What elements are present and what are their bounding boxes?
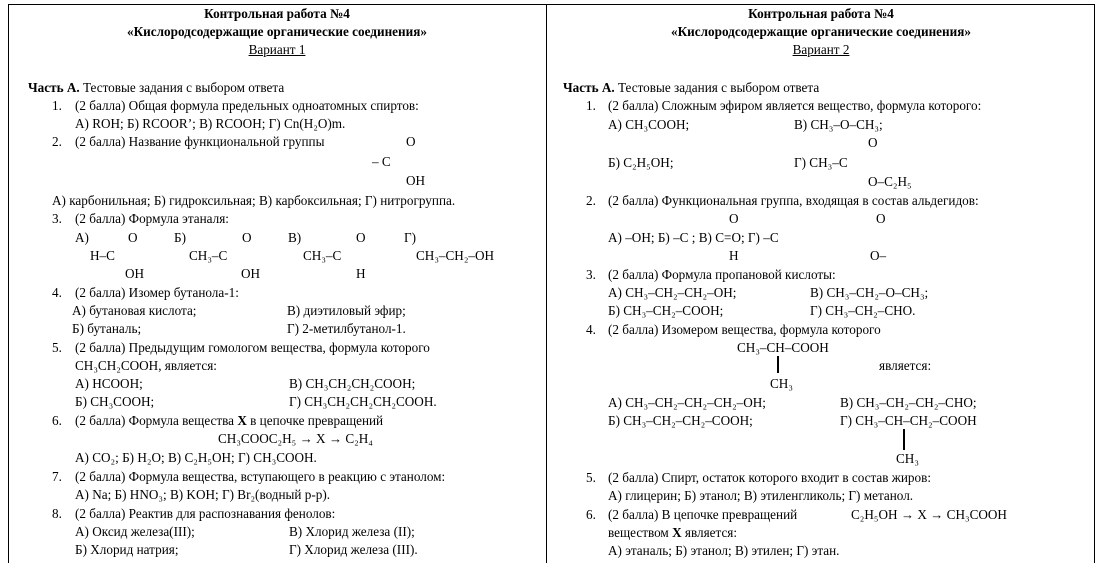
v2-q1-text: (2 балла) Сложным эфиром является вещество, формула которого: bbox=[608, 98, 982, 113]
v1-q3-a-bottom: OH bbox=[125, 266, 145, 281]
v1-q7-text: (2 балла) Формула вещества, вступающего в реакцию с этанолом: bbox=[75, 469, 446, 484]
v2-q3-option-a: А) CH₃–CH₂–CH₂–OH; bbox=[608, 285, 737, 300]
v1-q6-x: Х bbox=[237, 413, 247, 428]
v2-title: Контрольная работа №4 bbox=[748, 6, 894, 21]
v1-q5-option-a: А) HCOOH; bbox=[75, 376, 143, 391]
v1-q3-b-o: O bbox=[242, 230, 252, 245]
v1-q8-option-b: Б) Хлорид натрия; bbox=[75, 542, 179, 557]
v2-q2-text: (2 балла) Функциональная группа, входящая в состав альдегидов: bbox=[608, 193, 979, 208]
v1-q3-b-label: Б) bbox=[174, 230, 186, 245]
v2-q5-number: 5. bbox=[586, 470, 596, 485]
v1-q7-number: 7. bbox=[52, 469, 62, 484]
v2-part-label: Часть А. bbox=[563, 80, 615, 95]
v2-q4-g-branch-bond bbox=[903, 429, 905, 450]
v1-q6-chain: CH₃COOC₂H₅ → X → C₂H₄ bbox=[218, 431, 373, 446]
v1-q3-a-formula: H–C bbox=[90, 248, 115, 263]
v1-q1-number: 1. bbox=[52, 98, 62, 113]
v1-q4-option-b: Б) бутаналь; bbox=[72, 321, 142, 336]
v2-part-text: Тестовые задания с выбором ответа bbox=[618, 80, 820, 95]
v2-q4-option-a: А) CH₃–CH₂–CH₂–CH₂–OH; bbox=[608, 395, 766, 410]
v2-q3-text: (2 балла) Формула пропановой кислоты: bbox=[608, 267, 836, 282]
column-divider bbox=[546, 4, 547, 563]
v1-q6-number: 6. bbox=[52, 413, 62, 428]
v1-q3-text: (2 балла) Формула этаналя: bbox=[75, 211, 229, 226]
v1-q3-v-bottom: H bbox=[356, 266, 366, 281]
v1-q2-number: 2. bbox=[52, 134, 62, 149]
v1-q2-options: А) карбонильная; Б) гидроксильная; В) карбоксильная; Г) нитрогруппа. bbox=[52, 193, 456, 208]
v2-variant: Вариант 2 bbox=[792, 42, 850, 57]
v2-q3-option-g: Г) CH₃–CH₂–CHO. bbox=[810, 303, 916, 318]
v1-part-text: Тестовые задания с выбором ответа bbox=[83, 80, 285, 95]
v1-variant: Вариант 1 bbox=[248, 42, 306, 57]
v2-q2-o-minus: O– bbox=[870, 248, 887, 263]
v1-q5-option-b: Б) CH₃COOH; bbox=[75, 394, 155, 409]
v2-q2-h: H bbox=[729, 248, 739, 263]
v1-q2-group-c: – C bbox=[372, 154, 391, 169]
v2-q4-text: (2 балла) Изомером вещества, формула которого bbox=[608, 322, 881, 337]
v2-q4-formula: CH₃–CH–COOH bbox=[737, 340, 829, 355]
v2-q4-option-b: Б) CH₃–CH₂–CH₂–COOH; bbox=[608, 413, 753, 428]
v2-q1-option-v: В) CH₃–O–CH₃; bbox=[794, 117, 883, 132]
v1-q3-g-formula: CH₃–CH₂–OH bbox=[416, 248, 495, 263]
v2-q4-option-v: В) CH₃–CH₂–CH₂–CHO; bbox=[840, 395, 977, 410]
v1-q3-v-label: В) bbox=[288, 230, 302, 245]
v1-q6-text-pre: (2 балла) Формула вещества bbox=[75, 413, 238, 428]
v2-q6-x: Х bbox=[672, 525, 682, 540]
v2-q5-text: (2 балла) Спирт, остаток которого входит в состав жиров: bbox=[608, 470, 932, 485]
v1-q1-text: (2 балла) Общая формула предельных одноатомных спиртов: bbox=[75, 98, 419, 113]
v1-q3-b-formula: CH₃–C bbox=[189, 248, 228, 263]
v1-q1-options: А) ROH; Б) RCOOR’; В) RCOOH; Г) Cn(H₂O)m. bbox=[75, 116, 346, 131]
v1-q3-b-bottom: OH bbox=[241, 266, 261, 281]
v2-q1-g-bottom: O–C₂H₅ bbox=[868, 174, 912, 189]
v1-q3-v-o: O bbox=[356, 230, 366, 245]
v2-subtitle: «Кислородсодержащие органические соединения» bbox=[671, 24, 971, 39]
v1-q4-option-g: Г) 2-метилбутанол-1. bbox=[287, 321, 406, 336]
v2-q6-text2 bbox=[608, 525, 737, 541]
v2-q6-text2-pre: веществом bbox=[608, 525, 673, 540]
v1-part-a bbox=[28, 80, 284, 96]
v1-q5-number: 5. bbox=[52, 340, 62, 355]
v1-title: Контрольная работа №4 bbox=[204, 6, 350, 21]
v2-q6-number: 6. bbox=[586, 507, 596, 522]
v2-q4-number: 4. bbox=[586, 322, 596, 337]
v1-q2-group-oh: OH bbox=[406, 173, 426, 188]
v1-q2-text: (2 балла) Название функциональной группы bbox=[75, 134, 325, 149]
v2-q2-o1: O bbox=[729, 211, 739, 226]
v1-q6-text-post: в цепочке превращений bbox=[246, 413, 384, 428]
v1-q3-g-label: Г) bbox=[404, 230, 417, 245]
v1-q4-option-v: В) диэтиловый эфир; bbox=[287, 303, 406, 318]
v1-q5-text: (2 балла) Предыдущим гомологом вещества, формула которого bbox=[75, 340, 430, 355]
v2-q6-options: А) этаналь; Б) этанол; В) этилен; Г) этан. bbox=[608, 543, 840, 558]
v1-q2-group-o: O bbox=[406, 134, 416, 149]
v1-q3-a-label: А) bbox=[75, 230, 89, 245]
v2-q1-g-o: O bbox=[868, 135, 878, 150]
v2-q4-is: является: bbox=[879, 358, 932, 373]
v2-q5-options: А) глицерин; Б) этанол; В) этиленгликоль; Г) метанол. bbox=[608, 488, 914, 503]
v1-q8-option-v: В) Хлорид железа (II); bbox=[289, 524, 415, 539]
v1-q5-option-v: В) CH₃CH₂CH₂COOH; bbox=[289, 376, 416, 391]
v1-q7-options: А) Na; Б) HNO₃; В) KOH; Г) Br₂(водный р-р). bbox=[75, 487, 331, 502]
v2-q6-text: (2 балла) В цепочке превращений bbox=[608, 507, 798, 522]
v1-q4-number: 4. bbox=[52, 285, 62, 300]
v1-q5-option-g: Г) CH₃CH₂CH₂CH₂COOH. bbox=[289, 394, 437, 409]
v1-part-label: Часть А. bbox=[28, 80, 80, 95]
v1-q8-number: 8. bbox=[52, 506, 62, 521]
v2-q1-option-b: Б) C₂H₅OH; bbox=[608, 155, 674, 170]
v1-q6-options: А) CO₂; Б) H₂O; В) C₂H₅OH; Г) CH₃COOH. bbox=[75, 450, 317, 465]
v1-q3-number: 3. bbox=[52, 211, 62, 226]
v2-q2-o2: O bbox=[876, 211, 886, 226]
v2-q4-branch-bond bbox=[777, 356, 779, 373]
v1-q8-option-a: А) Оксид железа(III); bbox=[75, 524, 195, 539]
v1-q4-option-a: А) бутановая кислота; bbox=[72, 303, 197, 318]
v2-q4-ch3: CH₃ bbox=[770, 376, 793, 391]
v2-q1-option-a: А) CH₃COOH; bbox=[608, 117, 690, 132]
v1-q8-text: (2 балла) Реактив для распознавания фенолов: bbox=[75, 506, 336, 521]
v2-q1-option-g: Г) CH₃–C bbox=[794, 155, 848, 170]
v2-q4-option-g: Г) CH₃–CH–CH₂–COOH bbox=[840, 413, 977, 428]
v2-q4-g-ch3: CH₃ bbox=[896, 451, 919, 466]
v1-q3-v-formula: CH₃–C bbox=[303, 248, 342, 263]
v2-q6-chain: C₂H₅OH → X → CH₃COOH bbox=[851, 507, 1007, 522]
v2-q6-text2-post: является: bbox=[681, 525, 738, 540]
v2-part-a bbox=[563, 80, 819, 96]
v2-q3-option-v: В) CH₃–CH₂–O–CH₃; bbox=[810, 285, 929, 300]
v1-q6-text bbox=[75, 413, 383, 429]
v2-q2-number: 2. bbox=[586, 193, 596, 208]
v1-q3-a-o: O bbox=[128, 230, 138, 245]
v2-q2-options: А) –OH; Б) –C ; В) C=O; Г) –C bbox=[608, 230, 779, 245]
v1-q5-text2: CH₃CH₂COOH, является: bbox=[75, 358, 217, 373]
v1-q4-text: (2 балла) Изомер бутанола-1: bbox=[75, 285, 239, 300]
v2-q3-option-b: Б) CH₃–CH₂–COOH; bbox=[608, 303, 724, 318]
v1-q8-option-g: Г) Хлорид железа (III). bbox=[289, 542, 418, 557]
v2-q3-number: 3. bbox=[586, 267, 596, 282]
v2-q1-number: 1. bbox=[586, 98, 596, 113]
v1-subtitle: «Кислородсодержащие органические соединения» bbox=[127, 24, 427, 39]
